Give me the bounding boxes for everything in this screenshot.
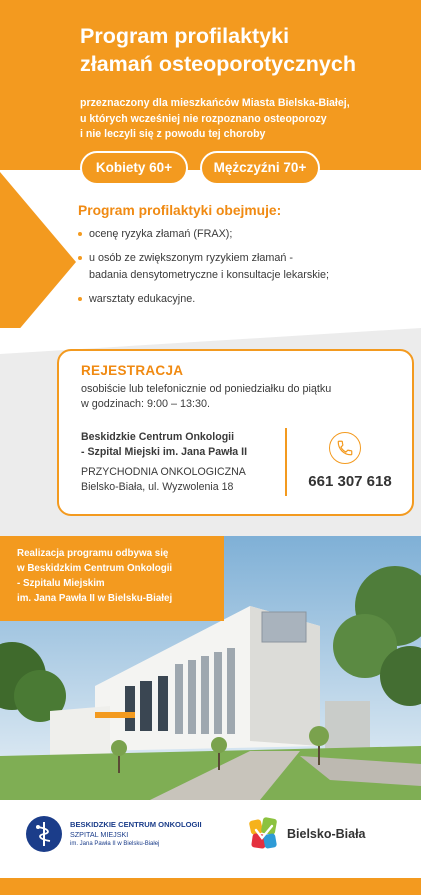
page-subtitle	[80, 96, 405, 143]
title-line: złamań osteoporotycznych	[80, 52, 356, 76]
hospital-logo-line: BESKIDZKIE CENTRUM ONKOLOGII	[70, 820, 202, 829]
registration-title: REJESTRACJA	[81, 363, 184, 378]
list-item	[78, 226, 413, 243]
clinic-line: PRZYCHODNIA ONKOLOGICZNA	[81, 466, 246, 478]
institution-name	[81, 430, 286, 460]
target-group-women-badge: Kobiety 60+	[80, 151, 188, 185]
list-item	[78, 291, 413, 308]
bottom-accent-bar	[0, 878, 421, 895]
caption-line: im. Jana Pawła II w Bielsku-Białej	[17, 593, 173, 604]
subtitle-line: i nie leczyli się z powodu tej choroby	[80, 128, 266, 140]
institution-line: Beskidzkie Centrum Onkologii	[81, 431, 235, 443]
registration-text-line: osobiście lub telefonicznie od poniedziałku do piątku	[81, 383, 332, 395]
subtitle-line: przeznaczony dla mieszkańców Miasta Bielska-Białej,	[80, 97, 350, 109]
city-logo-icon	[248, 816, 280, 852]
hospital-logo-icon	[26, 816, 62, 852]
registration-hours	[81, 382, 381, 412]
list-item	[78, 250, 413, 284]
caption-line: w Beskidzkim Centrum Onkologii	[17, 563, 173, 574]
clinic-line: Bielsko-Biała, ul. Wyzwolenia 18	[81, 481, 234, 493]
registration-text-line: w godzinach: 9:00 – 13:30.	[81, 398, 211, 410]
clinic-address	[81, 465, 291, 495]
scope-list	[78, 226, 413, 308]
institution-line: - Szpital Miejski im. Jana Pawła II	[81, 446, 248, 458]
list-item-text: u osób ze zwiększonym ryzykiem złamań -	[89, 252, 294, 264]
phone-number[interactable]: 661 307 618	[308, 473, 392, 490]
list-item-text: ocenę ryzyka złamań (FRAX);	[89, 228, 233, 240]
hospital-logo-line: im. Jana Pawła II w Bielsku-Białej	[70, 841, 160, 847]
list-item-text: badania densytometryczne i konsultacje lekarskie;	[89, 269, 330, 281]
caption-line: Realizacja programu odbywa się	[17, 548, 169, 559]
program-scope	[78, 203, 413, 315]
target-groups	[0, 151, 421, 185]
city-logo-text: Bielsko-Biała	[287, 827, 366, 841]
phone-icon	[329, 432, 361, 464]
location-caption	[0, 536, 224, 621]
decorative-triangle	[0, 172, 76, 352]
hospital-logo-text	[70, 820, 220, 849]
header-banner	[0, 0, 421, 170]
divider	[285, 428, 287, 496]
page-title	[80, 22, 410, 78]
hospital-logo-line: SZPITAL MIEJSKI	[70, 830, 129, 839]
registration-box	[57, 349, 414, 516]
subtitle-line: u których wcześniej nie rozpoznano osteoporozy	[80, 112, 327, 125]
caption-line: - Szpitalu Miejskim	[17, 578, 105, 589]
list-item-text: warsztaty edukacyjne.	[89, 293, 196, 305]
footer	[0, 800, 421, 878]
scope-title: Program profilaktyki obejmuje:	[78, 203, 282, 218]
title-line: Program profilaktyki	[80, 24, 290, 48]
target-group-men-badge: Mężczyźni 70+	[200, 151, 320, 185]
